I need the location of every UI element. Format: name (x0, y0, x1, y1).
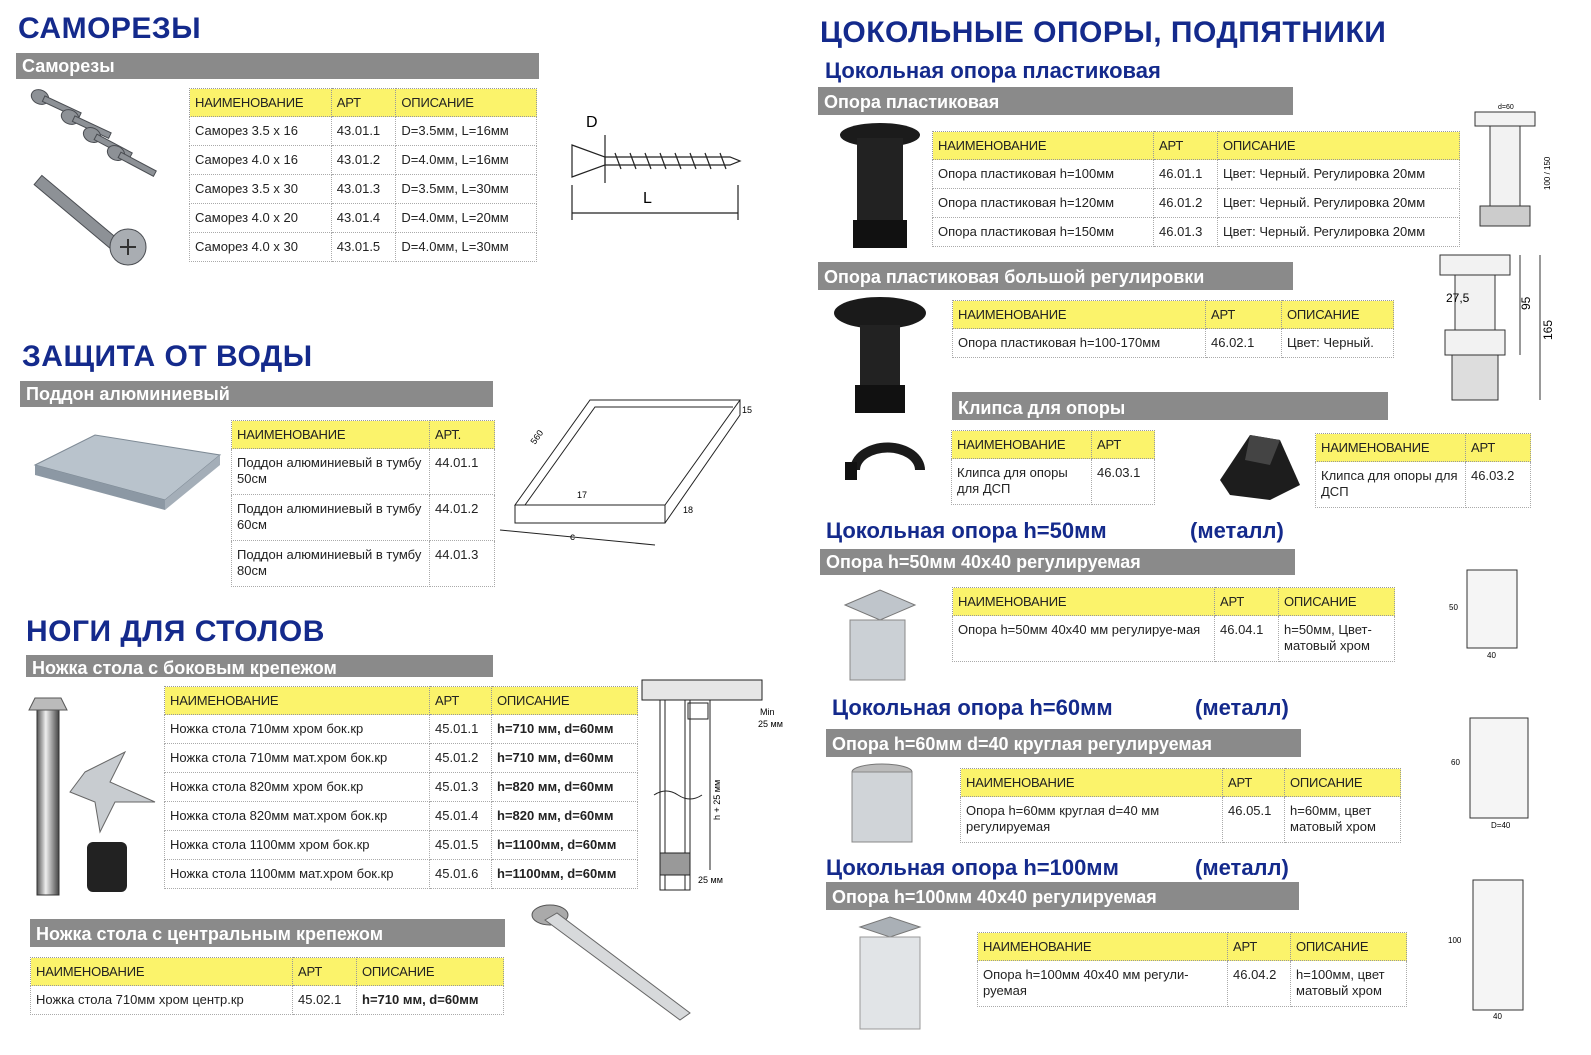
h100-subtitle: Цокольная опора h=100мм (826, 855, 1119, 880)
dim-h25: h + 25 мм (712, 779, 722, 820)
dim-275: 27,5 (1446, 291, 1470, 305)
dim-min25: 25 мм (758, 719, 783, 729)
col-name: НАИМЕНОВАНИЕ (933, 132, 1154, 160)
dim-min: Min (760, 707, 775, 717)
big-reg-bar: Опора пластиковая большой регулировки (818, 262, 1293, 290)
dim-15: 15 (742, 405, 753, 415)
col-art: АРТ (1223, 769, 1285, 797)
table-row: Ножка стола 710мм хром бок.кр 45.01.1 h=710 мм, d=60мм (165, 715, 638, 744)
col-art: АРТ. (430, 421, 495, 449)
water-bar: Поддон алюминиевый (20, 381, 493, 407)
col-name: НАИМЕНОВАНИЕ (165, 687, 430, 715)
clip2-table (1315, 433, 1531, 508)
dim-18: 18 (683, 505, 694, 515)
table-row: Ножка стола 710мм мат.хром бок.кр 45.01.2 h=710 мм, d=60мм (165, 744, 638, 773)
col-art: АРТ (1206, 301, 1282, 329)
col-name: НАИМЕНОВАНИЕ (953, 588, 1215, 616)
h60-bar: Опора h=60мм d=40 круглая регулируемая (826, 729, 1301, 757)
big-reg-table (952, 300, 1394, 358)
col-name: НАИМЕНОВАНИЕ (952, 431, 1092, 459)
h60-photo (845, 762, 920, 847)
table-row: Клипса для опоры для ДСП 46.03.1 (952, 459, 1155, 505)
dim-95: 95 (1519, 296, 1533, 310)
h50-dims (1445, 565, 1525, 660)
col-desc: ОПИСАНИЕ (1282, 301, 1394, 329)
dim-c: c (570, 532, 575, 543)
table-row: Саморез 3.5 х 30 43.01.3 D=3.5мм, L=30мм (190, 175, 537, 204)
h50-metal: (металл) (1190, 518, 1284, 543)
dim-100: 100 (1448, 936, 1462, 945)
table-row: Ножка стола 820мм хром бок.кр 45.01.3 h=820 мм, d=60мм (165, 773, 638, 802)
dim-d: D (586, 114, 598, 131)
col-art: АРТ (331, 89, 396, 117)
screws-bar: Саморезы (16, 53, 539, 79)
clip1-photo (840, 440, 935, 510)
legs-center-bar: Ножка стола с центральным крепежом (30, 919, 505, 947)
h100-dims (1445, 875, 1530, 1025)
plastic-table (932, 131, 1460, 247)
table-row: Ножка стола 1100мм хром бок.кр 45.01.5 h=1100мм, d=60мм (165, 831, 638, 860)
tray-diagram (495, 395, 755, 555)
legs-title: НОГИ ДЛЯ СТОЛОВ (26, 615, 325, 648)
clip1-table (951, 430, 1155, 505)
dim-h: 100 / 150 (1543, 156, 1552, 190)
screws-title: САМОРЕЗЫ (18, 12, 202, 45)
col-name: НАИМЕНОВАНИЕ (961, 769, 1223, 797)
col-name: НАИМЕНОВАНИЕ (31, 958, 293, 986)
col-art: АРТ (1215, 588, 1279, 616)
col-art: АРТ (1092, 431, 1155, 459)
col-desc: ОПИСАНИЕ (357, 958, 504, 986)
col-desc: ОПИСАНИЕ (492, 687, 638, 715)
table-row: Поддон алюминиевый в тумбу 60см 44.01.2 (232, 495, 495, 541)
table-row: Саморез 4.0 х 30 43.01.5 D=4.0мм, L=30мм (190, 233, 537, 262)
dim-b25: 25 мм (698, 875, 723, 885)
h100-table (977, 932, 1407, 1007)
h50-bar: Опора h=50мм 40х40 регулируемая (820, 549, 1295, 575)
water-title: ЗАЩИТА ОТ ВОДЫ (22, 340, 313, 373)
col-desc: ОПИСАНИЕ (1285, 769, 1401, 797)
dim-40b: 40 (1493, 1012, 1502, 1021)
h100-metal: (металл) (1195, 855, 1289, 880)
table-row: Опора пластиковая h=100мм 46.01.1 Цвет: Черный. Регулировка 20мм (933, 160, 1460, 189)
table-row: Опора h=50мм 40х40 мм регулируе-мая 46.04.1 h=50мм, Цвет-матовый хром (953, 616, 1395, 662)
screw-diagram (560, 105, 750, 225)
h50-subtitle: Цокольная опора h=50мм (826, 518, 1107, 543)
col-desc: ОПИСАНИЕ (1291, 933, 1407, 961)
col-art: АРТ (1154, 132, 1218, 160)
col-art: АРТ (430, 687, 492, 715)
dim-560: 560 (528, 428, 546, 447)
dim-40: 40 (1487, 651, 1496, 660)
dim-17: 17 (577, 490, 588, 500)
table-row: Поддон алюминиевый в тумбу 50см 44.01.1 (232, 449, 495, 495)
h50-photo (835, 585, 920, 685)
table-row: Ножка стола 820мм мат.хром бок.кр 45.01.4 h=820 мм, d=60мм (165, 802, 638, 831)
table-row: Опора пластиковая h=100-170мм 46.02.1 Цвет: Черный. (953, 329, 1394, 358)
plastic-subtitle: Цокольная опора пластиковая (825, 58, 1161, 83)
col-name: НАИМЕНОВАНИЕ (1316, 434, 1466, 462)
col-name: НАИМЕНОВАНИЕ (232, 421, 430, 449)
col-name: НАИМЕНОВАНИЕ (978, 933, 1228, 961)
big-reg-dims (1430, 250, 1560, 405)
screws-table (189, 88, 537, 262)
table-row: Опора пластиковая h=120мм 46.01.2 Цвет: Черный. Регулировка 20мм (933, 189, 1460, 218)
dim-D40: D=40 (1491, 821, 1511, 830)
legs-table (164, 686, 638, 889)
col-name: НАИМЕНОВАНИЕ (190, 89, 332, 117)
table-row: Саморез 3.5 х 16 43.01.1 D=3.5мм, L=16мм (190, 117, 537, 146)
table-row: Опора h=100мм 40х40 мм регули-руемая 46.04.2 h=100мм, цвет матовый хром (978, 961, 1407, 1007)
h60-subtitle: Цокольная опора h=60мм (832, 695, 1113, 720)
leg-diagram (640, 675, 783, 890)
plastic-dims-diagram (1470, 100, 1565, 240)
h100-bar: Опора h=100мм 40х40 регулируемая (826, 882, 1299, 910)
tray-photo (25, 425, 225, 535)
supports-title: ЦОКОЛЬНЫЕ ОПОРЫ, ПОДПЯТНИКИ (820, 16, 1387, 49)
col-name: НАИМЕНОВАНИЕ (953, 301, 1206, 329)
dim-50: 50 (1449, 603, 1458, 612)
table-row: Клипса для опоры для ДСП 46.03.2 (1316, 462, 1531, 508)
col-art: АРТ (293, 958, 357, 986)
dim-60: 60 (1451, 758, 1460, 767)
table-row: Опора пластиковая h=150мм 46.01.3 Цвет: Черный. Регулировка 20мм (933, 218, 1460, 247)
legs-side-bar: Ножка стола с боковым крепежом (26, 655, 493, 677)
dim-165: 165 (1541, 319, 1555, 340)
table-row: Саморез 4.0 х 16 43.01.2 D=4.0мм, L=16мм (190, 146, 537, 175)
col-art: АРТ (1466, 434, 1531, 462)
table-row: Опора h=60мм круглая d=40 мм регулируемая 46.05.1 h=60мм, цвет матовый хром (961, 797, 1401, 843)
clip2-photo (1210, 425, 1310, 505)
leg-photo (25, 692, 165, 902)
h60-dims (1445, 710, 1535, 830)
plastic-support-photo (835, 120, 925, 250)
table-row: Поддон алюминиевый в тумбу 80см 44.01.3 (232, 541, 495, 587)
table-row: Саморез 4.0 х 20 43.01.4 D=4.0мм, L=20мм (190, 204, 537, 233)
table-row: Ножка стола 1100мм мат.хром бок.кр 45.01.6 h=1100мм, d=60мм (165, 860, 638, 889)
col-desc: ОПИСАНИЕ (1279, 588, 1395, 616)
center-leg-table (30, 957, 504, 1015)
screws-photo (20, 85, 160, 280)
dim-l: L (643, 190, 652, 207)
tray-table (231, 420, 495, 587)
dim-d60: d=60 (1498, 104, 1514, 111)
col-art: АРТ (1228, 933, 1291, 961)
h50-table (952, 587, 1395, 662)
clip-bar: Клипса для опоры (952, 392, 1388, 420)
col-desc: ОПИСАНИЕ (396, 89, 537, 117)
plastic-bar: Опора пластиковая (818, 87, 1293, 115)
table-row: Ножка стола 710мм хром центр.кр 45.02.1 h=710 мм, d=60мм (31, 986, 504, 1015)
h60-metal: (металл) (1195, 695, 1289, 720)
h100-photo (850, 915, 930, 1033)
big-reg-photo (830, 295, 930, 415)
center-leg-photo (525, 895, 705, 1035)
h60-table (960, 768, 1401, 843)
col-desc: ОПИСАНИЕ (1218, 132, 1460, 160)
